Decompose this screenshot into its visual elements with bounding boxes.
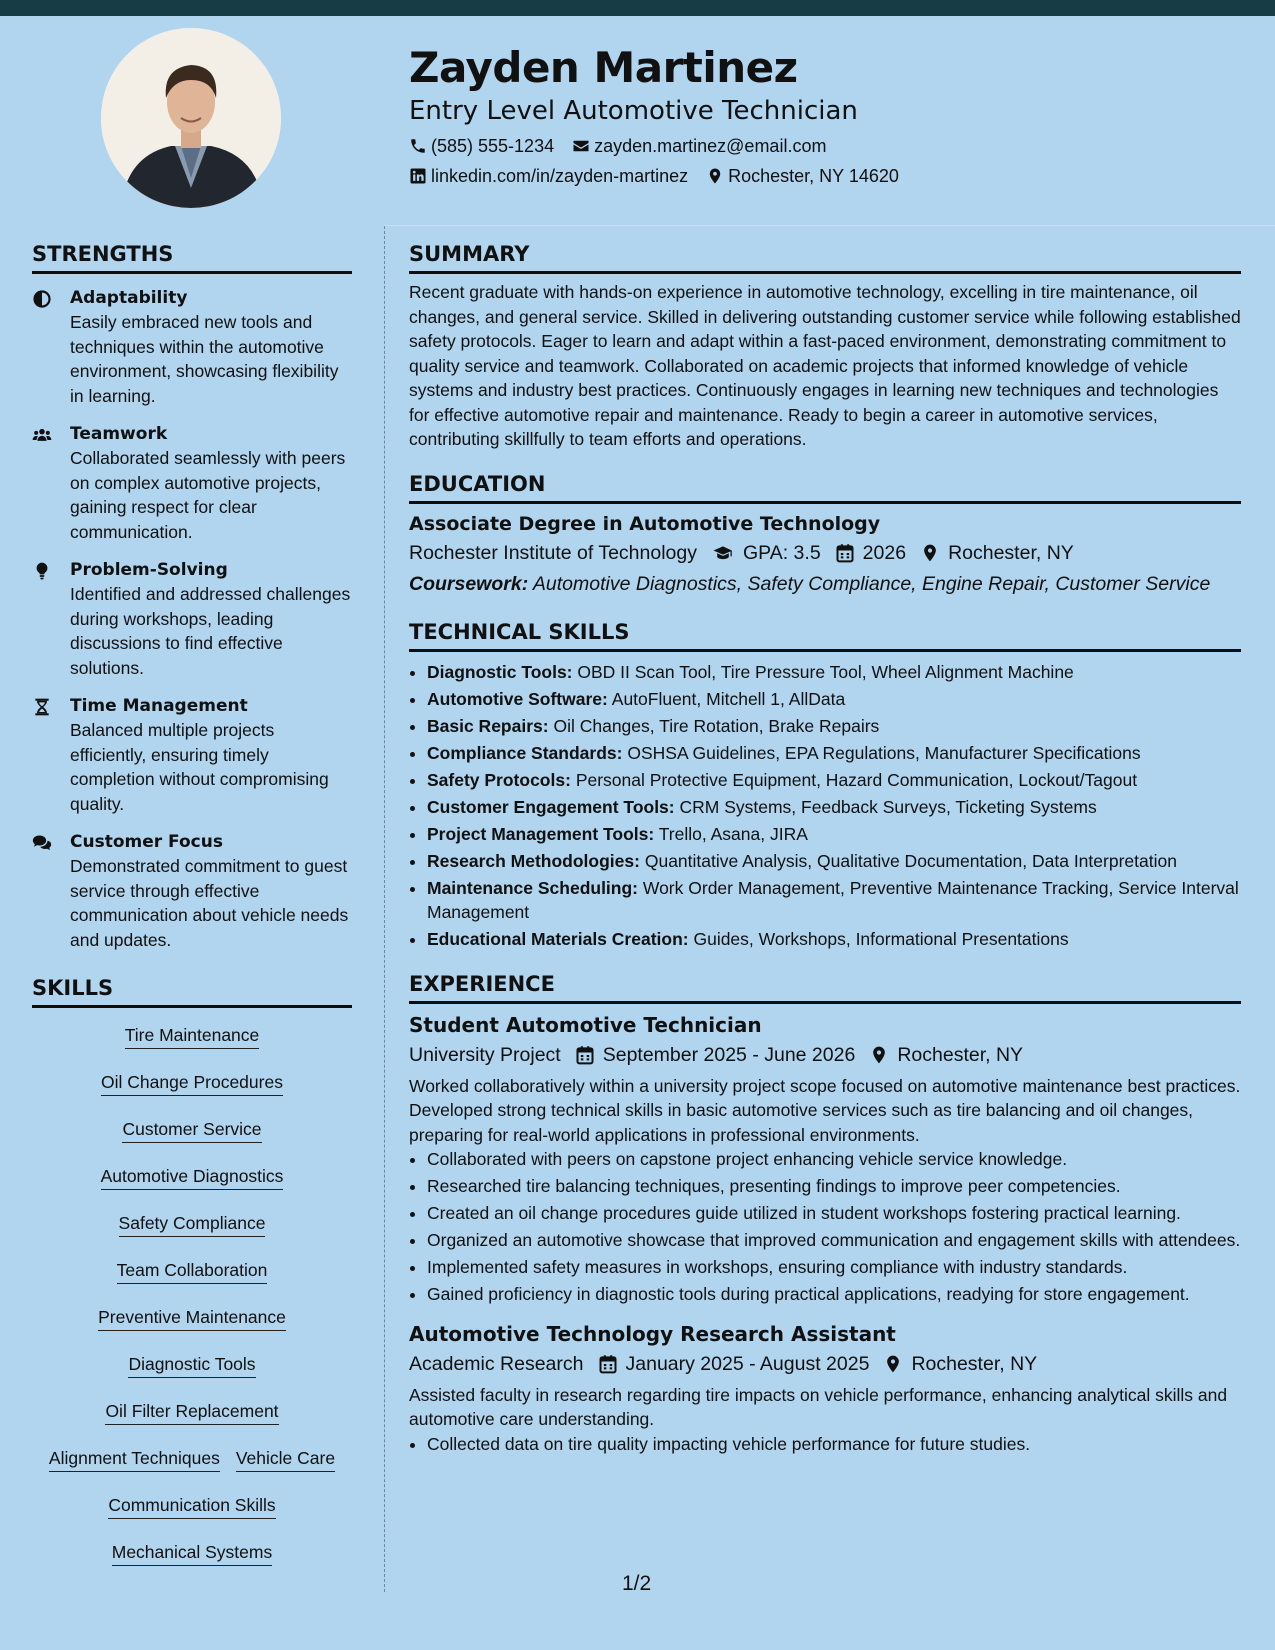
lightbulb-icon bbox=[32, 561, 52, 581]
technical-skill-item: • Diagnostic Tools: OBD II Scan Tool, Tire Pressure Tool, Wheel Alignment Machine bbox=[427, 660, 1241, 685]
strength-description: Demonstrated commitment to guest service through effective communication about vehicle needs and updates. bbox=[70, 856, 349, 950]
skills-heading: SKILLS bbox=[32, 972, 352, 1008]
strength-name: Teamwork bbox=[70, 424, 168, 444]
map-pin-icon bbox=[706, 167, 724, 185]
strength-item bbox=[32, 830, 352, 952]
chat-bubbles-icon bbox=[32, 833, 52, 853]
summary-text: Recent graduate with hands-on experience in automotive technology, excelling in tire maintenance, oil changes, and general service. Skilled in delivering outstanding customer service while following established safety protocols. Eager to learn and adapt within a fast-paced environment, demonstrating commitment to quality service and teamwork. Collaborated on academic projects that informed knowledge of vehicle systems and industry best practices. Continuously engages in learning new techniques and technologies for effective automotive repair and maintenance. Ready to begin a career in automotive services, contributing skillfully to team efforts and operations. bbox=[409, 282, 1241, 449]
job-bullet: • Created an oil change procedures guide utilized in student workshops fostering practical learning. bbox=[427, 1201, 1241, 1226]
strength-description: Easily embraced new tools and techniques within the automotive environment, showcasing flexibility in learning. bbox=[70, 312, 339, 406]
job-bullet: • Collected data on tire quality impacting vehicle performance for future studies. bbox=[427, 1432, 1241, 1457]
skill-tag: Automotive Diagnostics bbox=[101, 1165, 284, 1190]
strength-description: Balanced multiple projects efficiently, ensuring timely completion without compromising quality. bbox=[70, 720, 329, 814]
job-entry bbox=[409, 1010, 1241, 1307]
left-column bbox=[32, 238, 352, 1580]
strength-description: Collaborated seamlessly with peers on complex automotive projects, gaining respect for clear communication. bbox=[70, 448, 346, 542]
summary-heading: SUMMARY bbox=[409, 238, 1241, 274]
strengths-heading: STRENGTHS bbox=[32, 238, 352, 274]
job-bullets bbox=[409, 1147, 1241, 1307]
skill-tag: Vehicle Care bbox=[236, 1447, 335, 1472]
job-bullet: • Implemented safety measures in workshops, ensuring compliance with industry standards. bbox=[427, 1255, 1241, 1280]
strength-name: Problem-Solving bbox=[70, 560, 228, 580]
technical-skill-item: • Compliance Standards: OSHSA Guidelines, EPA Regulations, Manufacturer Specifications bbox=[427, 741, 1241, 766]
candidate-name: Zayden Martinez bbox=[409, 43, 798, 92]
technical-skill-item: • Educational Materials Creation: Guides, Workshops, Informational Presentations bbox=[427, 927, 1241, 952]
job-title: Automotive Technology Research Assistant bbox=[409, 1321, 896, 1346]
strength-item bbox=[32, 286, 352, 408]
phone-text: (585) 555-1234 bbox=[431, 136, 555, 156]
phone-icon bbox=[409, 137, 427, 155]
technical-skills-section bbox=[409, 616, 1241, 952]
strength-name: Customer Focus bbox=[70, 832, 223, 852]
calendar-icon bbox=[575, 1045, 595, 1065]
job-organization: Academic Research bbox=[409, 1352, 584, 1375]
job-description: Assisted faculty in research regarding tire impacts on vehicle performance, enhancing analytical skills and automotive care understanding. bbox=[409, 1384, 1228, 1429]
strength-item bbox=[32, 558, 352, 680]
skill-tag: Diagnostic Tools bbox=[128, 1353, 255, 1378]
strength-item bbox=[32, 694, 352, 816]
linkedin-text: linkedin.com/in/zayden-martinez bbox=[431, 166, 689, 186]
coursework-label: Coursework: bbox=[409, 572, 529, 595]
experience-heading: EXPERIENCE bbox=[409, 968, 1241, 1004]
envelope-icon bbox=[572, 137, 590, 155]
summary-section bbox=[409, 238, 1241, 452]
job-bullet: • Gained proficiency in diagnostic tools during practical applications, readying for store engagement. bbox=[427, 1282, 1241, 1307]
experience-section bbox=[409, 968, 1241, 1457]
email-contact[interactable] bbox=[572, 134, 826, 158]
technical-skills-heading: TECHNICAL SKILLS bbox=[409, 616, 1241, 652]
candidate-title: Entry Level Automotive Technician bbox=[409, 96, 858, 126]
column-divider bbox=[384, 226, 385, 1592]
coursework-list: Automotive Diagnostics, Safety Compliance, Engine Repair, Customer Service bbox=[532, 572, 1211, 595]
strength-name: Adaptability bbox=[70, 288, 188, 308]
linkedin-contact[interactable] bbox=[409, 164, 688, 188]
phone-contact bbox=[409, 134, 554, 158]
contact-row-1 bbox=[409, 134, 1249, 158]
calendar-icon bbox=[835, 543, 855, 563]
technical-skills-list bbox=[409, 660, 1241, 952]
job-dates: January 2025 - August 2025 bbox=[598, 1349, 870, 1379]
email-text: zayden.martinez@email.com bbox=[594, 136, 827, 156]
map-pin-icon bbox=[883, 1354, 903, 1374]
header bbox=[409, 40, 1249, 188]
skill-tag: Communication Skills bbox=[108, 1494, 275, 1519]
education-section bbox=[409, 468, 1241, 600]
technical-skill-item: • Basic Repairs: Oil Changes, Tire Rotation, Brake Repairs bbox=[427, 714, 1241, 739]
gpa: GPA: 3.5 bbox=[711, 538, 821, 568]
graduation-cap-icon bbox=[711, 543, 735, 563]
technical-skill-item: • Customer Engagement Tools: CRM Systems, Feedback Surveys, Ticketing Systems bbox=[427, 795, 1241, 820]
job-meta bbox=[409, 1349, 1241, 1379]
job-meta bbox=[409, 1040, 1241, 1070]
technical-skill-item: • Research Methodologies: Quantitative Analysis, Qualitative Documentation, Data Interpretation bbox=[427, 849, 1241, 874]
skill-tag: Oil Change Procedures bbox=[101, 1071, 283, 1096]
skill-tag: Tire Maintenance bbox=[125, 1024, 260, 1049]
education-location: Rochester, NY bbox=[920, 538, 1074, 568]
job-location: Rochester, NY bbox=[883, 1349, 1037, 1379]
location-contact bbox=[706, 164, 899, 188]
job-location: Rochester, NY bbox=[869, 1040, 1023, 1070]
calendar-icon bbox=[598, 1354, 618, 1374]
skills-list bbox=[32, 1016, 352, 1580]
skill-tag: Customer Service bbox=[122, 1118, 261, 1143]
job-dates: September 2025 - June 2026 bbox=[575, 1040, 856, 1070]
technical-skill-item: • Safety Protocols: Personal Protective Equipment, Hazard Communication, Lockout/Tagout bbox=[427, 768, 1241, 793]
header-divider bbox=[384, 225, 1275, 226]
skill-tag: Oil Filter Replacement bbox=[105, 1400, 278, 1425]
contact-row-2 bbox=[409, 164, 1249, 188]
degree-title: Associate Degree in Automotive Technology bbox=[409, 512, 881, 535]
job-bullet: • Researched tire balancing techniques, presenting findings to improve peer competencies. bbox=[427, 1174, 1241, 1199]
skill-tag: Preventive Maintenance bbox=[98, 1306, 286, 1331]
job-bullet: • Organized an automotive showcase that improved communication and engagement skills with attendees. bbox=[427, 1228, 1241, 1253]
skill-tag: Team Collaboration bbox=[117, 1259, 268, 1284]
job-entry bbox=[409, 1319, 1241, 1457]
top-bar bbox=[0, 0, 1275, 16]
right-column bbox=[409, 238, 1241, 1459]
linkedin-icon bbox=[409, 167, 427, 185]
technical-skill-item: • Project Management Tools: Trello, Asana, JIRA bbox=[427, 822, 1241, 847]
job-bullet: • Collaborated with peers on capstone project enhancing vehicle service knowledge. bbox=[427, 1147, 1241, 1172]
school-name: Rochester Institute of Technology bbox=[409, 541, 697, 564]
job-bullets bbox=[409, 1432, 1241, 1457]
education-meta bbox=[409, 538, 1241, 568]
profile-photo bbox=[101, 28, 281, 208]
education-heading: EDUCATION bbox=[409, 468, 1241, 504]
job-organization: University Project bbox=[409, 1043, 561, 1066]
strength-name: Time Management bbox=[70, 696, 248, 716]
technical-skill-item: • Automotive Software: AutoFluent, Mitchell 1, AllData bbox=[427, 687, 1241, 712]
map-pin-icon bbox=[920, 543, 940, 563]
map-pin-icon bbox=[869, 1045, 889, 1065]
skill-tag: Mechanical Systems bbox=[112, 1541, 272, 1566]
skill-tag: Alignment Techniques bbox=[49, 1447, 220, 1472]
skill-tag: Safety Compliance bbox=[119, 1212, 266, 1237]
graduation-year: 2026 bbox=[835, 538, 906, 568]
technical-skill-item: • Maintenance Scheduling: Work Order Management, Preventive Maintenance Tracking, Service Interval Management bbox=[427, 876, 1241, 925]
half-circle-icon bbox=[32, 289, 52, 309]
job-title: Student Automotive Technician bbox=[409, 1012, 762, 1037]
strength-item bbox=[32, 422, 352, 544]
location-text: Rochester, NY 14620 bbox=[728, 166, 899, 186]
strength-description: Identified and addressed challenges during workshops, leading discussions to find effective solutions. bbox=[70, 584, 351, 678]
coursework bbox=[409, 568, 1241, 600]
page-number: 1/2 bbox=[622, 1572, 652, 1595]
users-icon bbox=[32, 425, 52, 445]
hourglass-icon bbox=[32, 697, 52, 717]
job-description: Worked collaboratively within a university project scope focused on automotive maintenance best practices. Developed strong technical skills in basic automotive services such as tire balancing and oil changes, preparing for real-world applications in professional environments. bbox=[409, 1075, 1241, 1145]
